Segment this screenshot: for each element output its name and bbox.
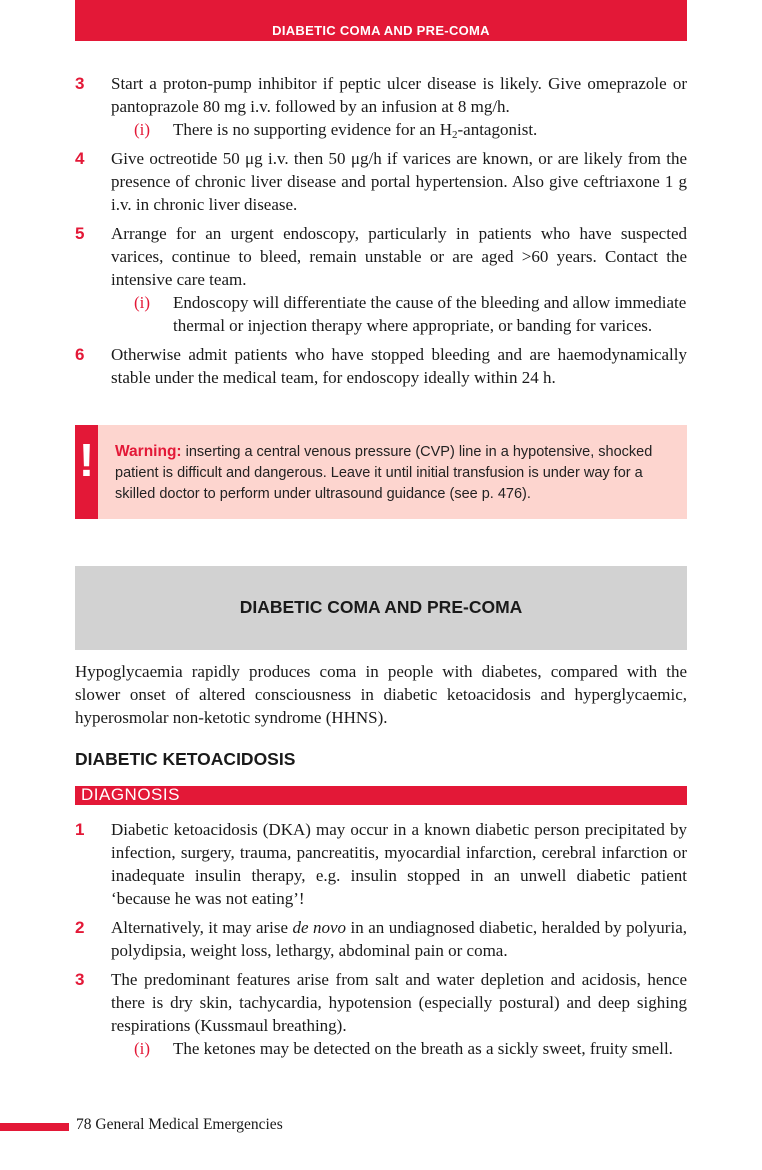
footer-bar [0, 1123, 69, 1131]
sub-item [75, 1037, 687, 1060]
diagnosis-label: DIAGNOSIS [81, 785, 180, 804]
warning-text [115, 441, 680, 505]
sub-item [75, 118, 687, 141]
list-number: 4 [75, 149, 85, 168]
warning-body: inserting a central venous pressure (CVP) line in a hypotensive, shocked patient is difficult and dangerous. Leave it until initial transfusion is under way for a skilled doctor to perform under ultrasound guidance (see p. 476). [115, 444, 653, 502]
diagnosis-bar [75, 786, 687, 805]
list-item-text: Arrange for an urgent endoscopy, particularly in patients who have suspected varices, continue to bleed, remain unstable or are aged >60 years. Contact the intensive care team. [111, 224, 687, 289]
list-number: 5 [75, 224, 85, 243]
section-header-box [75, 566, 687, 650]
top-list [75, 72, 687, 395]
list-item-6 [75, 343, 687, 389]
sub-item-number: (i) [134, 1039, 151, 1058]
list-number: 3 [75, 970, 85, 989]
dka-list [75, 818, 687, 1066]
page-footer [76, 1116, 283, 1134]
sub-item-text: The ketones may be detected on the breath as a sickly sweet, fruity smell. [173, 1039, 673, 1058]
warning-strip [75, 425, 98, 519]
list-item-4 [75, 147, 687, 216]
sub-item-text: There is no supporting evidence for an $H_2$-antagonist. [173, 120, 538, 141]
sub-item-text: Endoscopy will differentiate the cause of the bleeding and allow immediate thermal or injection therapy where appropriate, or banding for varices. [173, 293, 687, 335]
list-number: 3 [75, 74, 85, 93]
list-number: 6 [75, 345, 85, 364]
sub-item-number: (i) [134, 120, 151, 139]
list-item-3 [75, 968, 687, 1060]
warning-box [75, 425, 687, 519]
list-item-text: Otherwise admit patients who have stopped bleeding and are haemodynamically stable under the medical team, for endoscopy ideally within 24 h. [111, 345, 687, 387]
sub-item [75, 291, 687, 337]
running-header-title: DIABETIC COMA AND PRE-COMA [272, 23, 490, 38]
footer-title: General Medical Emergencies [95, 1116, 283, 1133]
section-title: DIABETIC COMA AND PRE-COMA [239, 597, 523, 617]
list-item-1 [75, 818, 687, 910]
list-number: 1 [75, 820, 85, 839]
list-number: 2 [75, 918, 85, 937]
sub-item-number: (i) [134, 293, 151, 312]
list-item-text: The predominant features arise from salt and water depletion and acidosis, hence there is dry skin, tachycardia, hypotension (especially postural) and deep sighing respirations (Kussmaul breathing). [111, 970, 687, 1035]
list-item-2 [75, 916, 687, 962]
running-header [75, 0, 687, 41]
exclamation-icon: ! [78, 434, 95, 486]
list-item-3 [75, 72, 687, 141]
list-item-text: Diabetic ketoacidosis (DKA) may occur in a known diabetic person precipitated by infection, surgery, trauma, pancreatitis, myocardial infarction, cerebral infarction or inadequate insulin therapy, e.g. insulin stopped in an unwell diabetic patient ‘because he was not eating’! [111, 820, 687, 908]
list-item-text: Give octreotide 50 μg i.v. then 50 μg/h if varices are known, or are likely from the presence of chronic liver disease and portal hypertension. Also give ceftriaxone 1 g i.v. in chronic liver disease. [111, 149, 687, 214]
section-intro: Hypoglycaemia rapidly produces coma in people with diabetes, compared with the slower onset of altered consciousness in diabetic ketoacidosis and hyperglycaemic, hyperosmolar non-ketotic syndrome (HHNS). [75, 662, 687, 727]
list-item-text: Alternatively, it may arise de novo in an undiagnosed diabetic, heralded by polyuria, polydipsia, weight loss, lethargy, abdominal pain or coma. [111, 918, 687, 960]
list-item-5 [75, 222, 687, 337]
subsection-heading: DIABETIC KETOACIDOSIS [75, 749, 296, 769]
page-number: 78 [76, 1116, 92, 1133]
warning-label: Warning: [115, 443, 182, 460]
list-item-text: Start a proton-pump inhibitor if peptic ulcer disease is likely. Give omeprazole or pantoprazole 80 mg i.v. followed by an infusion at 8 mg/h. [111, 74, 687, 116]
